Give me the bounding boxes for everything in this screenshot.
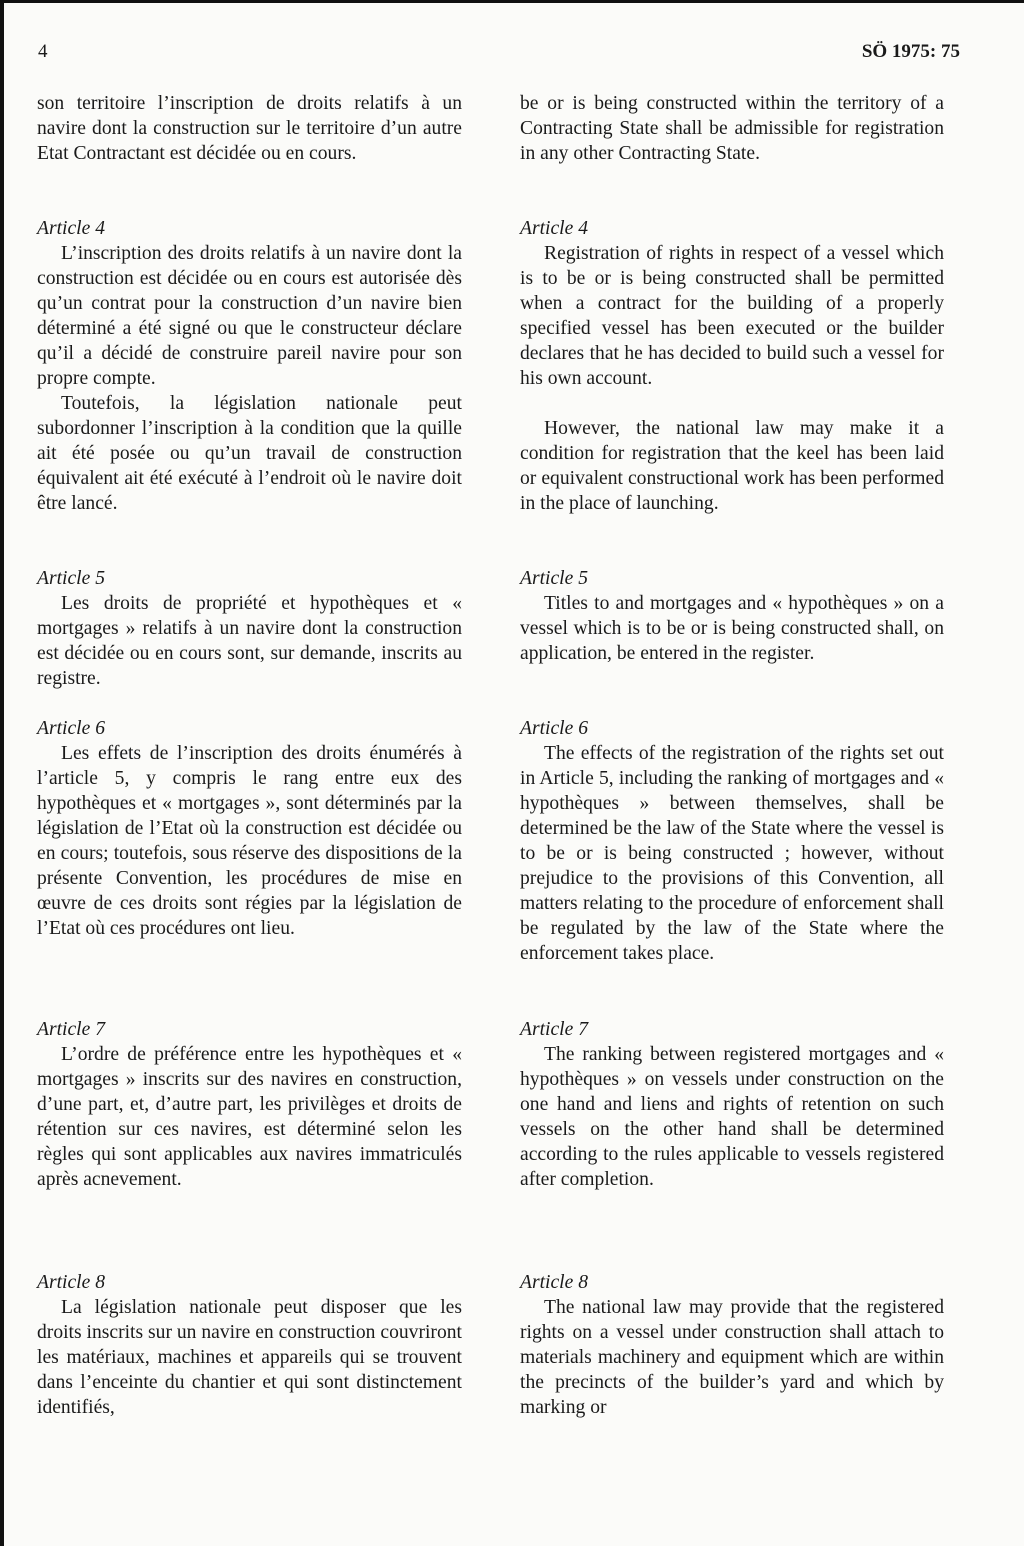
document-reference: SÖ 1975: 75 (861, 41, 960, 62)
article-heading: Article 4 (37, 218, 106, 239)
article-paragraph: The national law may provide that the registered rights on a vessel under construction shall attach to materials machinery and equipment which are within the precincts of the builder’s yard and which by marking or (520, 1297, 944, 1418)
article-heading: Article 7 (37, 1019, 106, 1040)
french-article-5 (37, 566, 462, 691)
french-intro-text: son territoire l’inscription de droits relatifs à un navire dont la construction sur le territoire d’un autre Etat Contractant est décidée ou en cours. (37, 93, 462, 164)
english-intro (520, 91, 944, 166)
article-heading: Article 4 (520, 218, 589, 239)
french-article-4 (37, 216, 462, 516)
article-paragraph: Les droits de propriété et hypothèques et « mortgages » relatifs à un navire dont la construction est décidée ou en cours sont, sur demande, inscrits au registre. (37, 593, 462, 689)
article-heading: Article 5 (37, 568, 106, 589)
french-article-8 (37, 1270, 462, 1420)
article-heading: Article 8 (520, 1272, 589, 1293)
article-paragraph: The effects of the registration of the rights set out in Article 5, including the ranking of mortgages and « hypothèques » between themselves, shall be determined be the law of the State where the vessel is to be or is being constructed ; however, without prejudice to the provisions of this Convention, all matters relating to the procedure of enforcement shall be regulated by the law of the State where the enforcement takes place. (520, 743, 944, 964)
english-article-4 (520, 216, 944, 391)
article-paragraph: L’ordre de préférence entre les hypothèques et « mortgages » inscrits sur des navires en construction, d’une part, et, d’autre part, les privilèges et droits de rétention sur ces navires, est déterminé selon les règles qui sont applicables aux navires immatriculés après acnevement. (37, 1044, 462, 1190)
article-paragraph: Registration of rights in respect of a vessel which is to be or is being constructed shall be permitted when a contract for the building of a properly specified vessel has been executed or the builder declares that he has decided to build such a vessel for his own account. (520, 243, 944, 389)
article-heading: Article 8 (37, 1272, 106, 1293)
page-number: 4 (38, 41, 48, 62)
french-article-7 (37, 1017, 462, 1192)
english-article-4-continued (520, 416, 944, 516)
article-paragraph: Toutefois, la législation nationale peut subordonner l’inscription à la condition que la quille ait été posée ou qu’un travail de construction équivalent ait été exécuté à l’endroit où le navire doit être lancé. (37, 393, 462, 514)
article-heading: Article 5 (520, 568, 589, 589)
article-paragraph: However, the national law may make it a condition for registration that the keel has been laid or equivalent constructional work has been performed in the place of launching. (520, 418, 944, 514)
english-article-6 (520, 716, 944, 966)
french-article-6 (37, 716, 462, 941)
article-paragraph: La législation nationale peut disposer que les droits inscrits sur un navire en construction couvriront les matériaux, machines et appareils qui se trouvent dans l’enceinte du chantier et qui sont distinctement identifiés, (37, 1297, 462, 1418)
english-article-7 (520, 1017, 944, 1192)
english-intro-text: be or is being constructed within the territory of a Contracting State shall be admissible for registration in any other Contracting State. (520, 93, 944, 164)
article-paragraph: L’inscription des droits relatifs à un navire dont la construction est décidée ou en cours est autorisée dès qu’un contrat pour la construction d’un navire bien déterminé a été signé ou que le constructeur déclare qu’il a décidé de construire pareil navire pour son propre compte. (37, 243, 462, 389)
article-heading: Article 6 (520, 718, 589, 739)
page-header (38, 41, 960, 71)
article-paragraph: Titles to and mortgages and « hypothèques » on a vessel which is to be or is being constructed shall, on application, be entered in the register. (520, 593, 944, 664)
article-heading: Article 7 (520, 1019, 589, 1040)
french-intro (37, 91, 462, 166)
article-paragraph: The ranking between registered mortgages and « hypothèques » on vessels under construction on the one hand and liens and rights of retention on such vessels on the other hand shall be determined according to the rules applicable to vessels registered after completion. (520, 1044, 944, 1190)
article-heading: Article 6 (37, 718, 106, 739)
english-article-8 (520, 1270, 944, 1420)
article-paragraph: Les effets de l’inscription des droits énumérés à l’article 5, y compris le rang entre eux des hypothèques et « mortgages », sont déterminés par la législation de l’Etat où la construction est décidée ou en cours; toutefois, sous réserve des dispositions de la présente Convention, les procédures de mise en œuvre de ces droits sont régies par la législation de l’Etat où ces procédures ont lieu. (37, 743, 462, 939)
english-article-5 (520, 566, 944, 666)
